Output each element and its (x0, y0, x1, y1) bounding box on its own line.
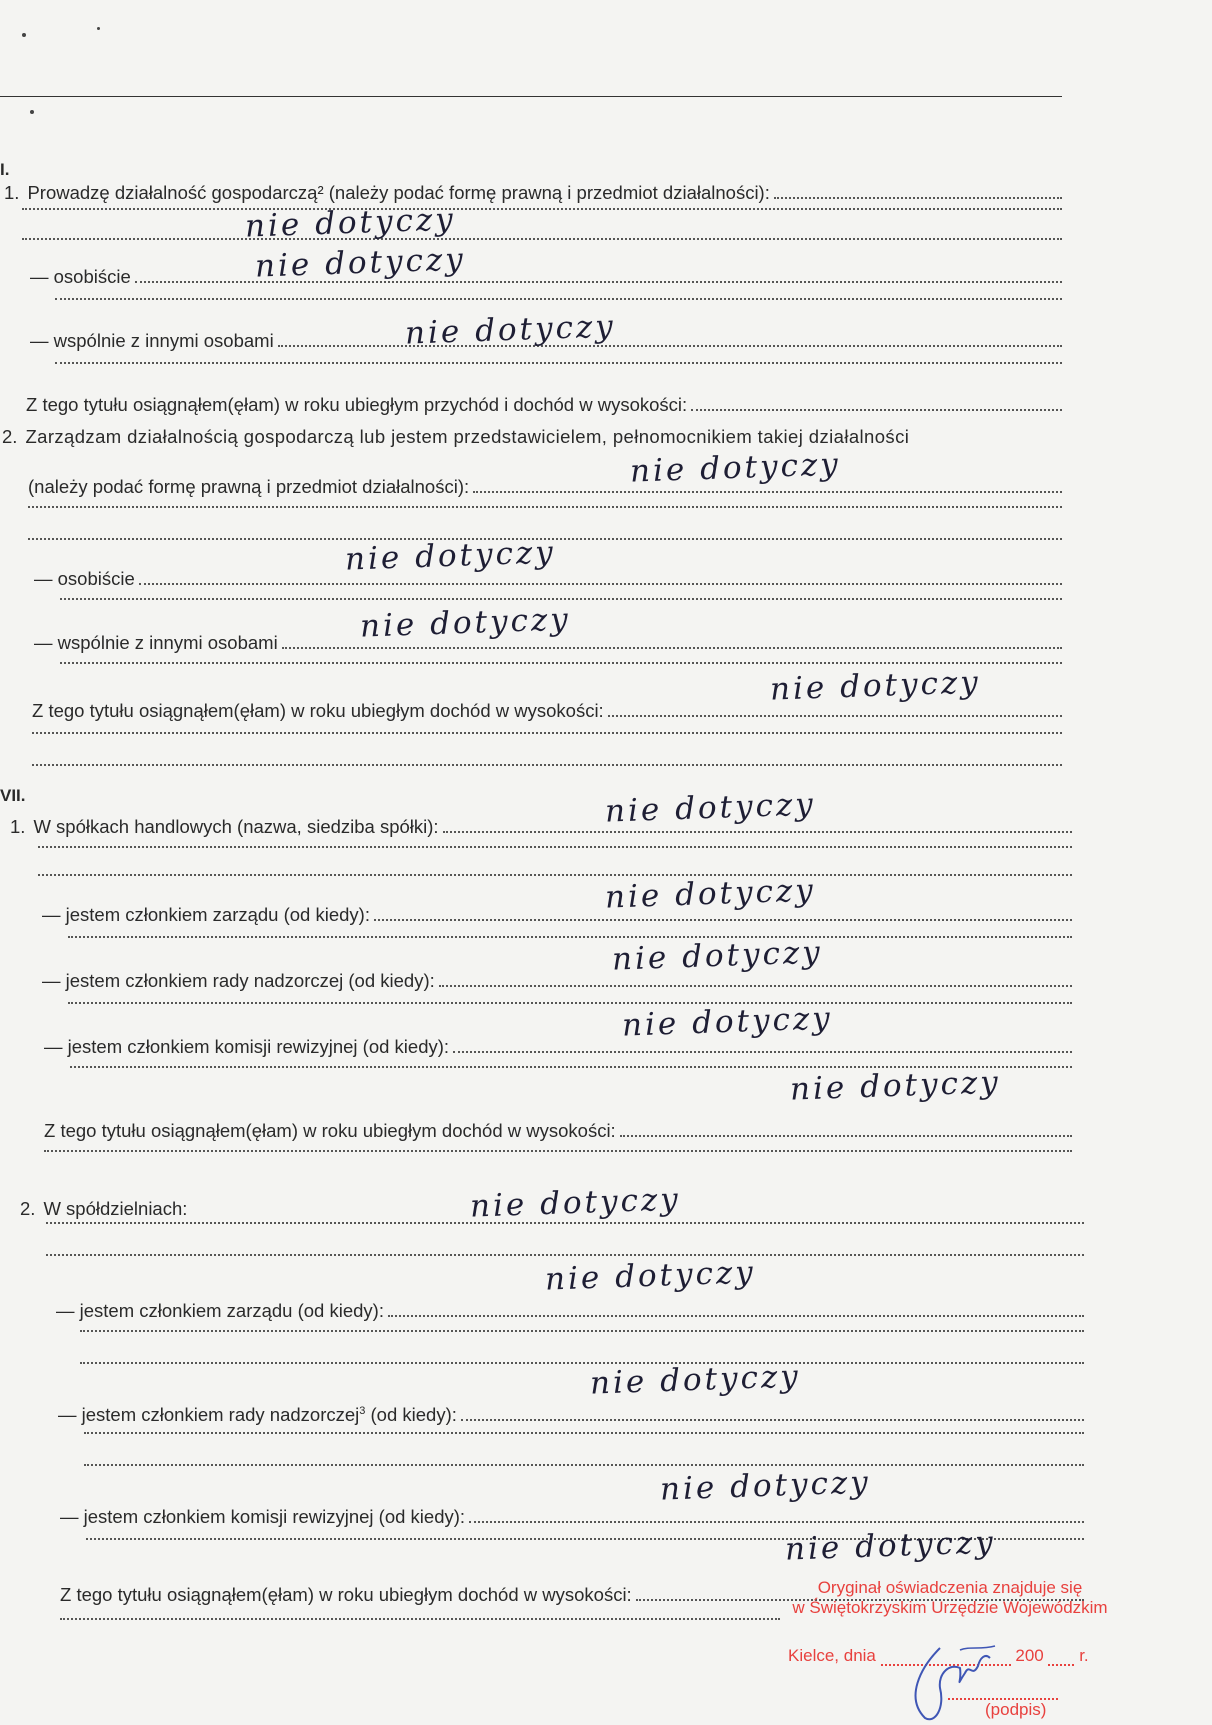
stamp-signature-caption: (podpis) (985, 1700, 1047, 1719)
vi-item1-number: 1. (4, 182, 20, 203)
continuation-line[interactable] (84, 1432, 1084, 1439)
continuation-line[interactable] (44, 1150, 1072, 1157)
scan-speck (97, 27, 100, 30)
continuation-line[interactable] (55, 298, 1062, 305)
vii-coop-audit-line[interactable] (469, 1521, 1084, 1523)
vi-item2-income-handwritten-value: nie dotyczy (769, 664, 982, 708)
scan-speck (22, 33, 26, 37)
stamp-city-label: Kielce, dnia (788, 1646, 876, 1665)
continuation-line[interactable] (38, 846, 1072, 853)
vii-coop-board-row (56, 1300, 1084, 1322)
vii-income-label: Z tego tytułu osiągnąłem(ęłam) w roku ubiegłym dochód w wysokości: (44, 1120, 616, 1141)
vi-item2-personally-row (34, 568, 1062, 590)
top-rule (0, 96, 1062, 97)
vii-supervisory-row (42, 970, 1072, 992)
vi-item2-personally-handwritten-value: nie dotyczy (344, 534, 557, 578)
vi-item2-income-label: Z tego tytułu osiągnąłem(ęłam) w roku ubiegłym dochód w wysokości: (32, 700, 604, 721)
stamp-line-2: w Świętokrzyskim Urzędzie Wojewódzkim (792, 1598, 1108, 1617)
vi-item2-number: 2. (2, 426, 18, 447)
vii-audit-label: — jestem członkiem komisji rewizyjnej (od kiedy): (44, 1036, 450, 1057)
vii-coop-supervisory-label: — jestem członkiem rady nadzorczej$^3$ (od kiedy): (58, 1404, 457, 1426)
vi-item2-label-cont: (należy podać formę prawną i przedmiot działalności): (28, 476, 470, 497)
vii-coop-board-line[interactable] (388, 1315, 1084, 1317)
vii-board-line[interactable] (374, 919, 1072, 921)
continuation-line[interactable] (38, 874, 1072, 881)
continuation-line[interactable] (68, 1002, 1072, 1009)
stamp-year-suffix: r. (1079, 1646, 1089, 1665)
vii-income-handwritten-value: nie dotyczy (789, 1064, 1002, 1108)
vi-item2-row (2, 426, 1062, 448)
vii-item1-row (10, 816, 1072, 838)
continuation-line[interactable] (80, 1330, 1084, 1337)
continuation-line[interactable] (28, 506, 1062, 513)
vi-income-label: Z tego tytułu osiągnąłem(ęłam) w roku ubiegłym przychód i dochód w wysokości: (26, 394, 688, 415)
vii-supervisory-line[interactable] (439, 985, 1072, 987)
signature-image (900, 1628, 1010, 1724)
vii-supervisory-handwritten-value: nie dotyczy (611, 934, 824, 978)
vii-audit-handwritten-value: nie dotyczy (621, 1000, 834, 1044)
section-vi-marker: I. (0, 160, 10, 179)
vi-personally-label: — osobiście (30, 266, 131, 287)
scan-speck (30, 110, 34, 114)
vii-supervisory-label: — jestem członkiem rady nadzorczej (od kiedy): (42, 970, 435, 991)
vii-coop-supervisory-handwritten-value: nie dotyczy (589, 1358, 802, 1402)
vi-item2-line[interactable] (473, 491, 1062, 493)
vi-jointly-handwritten-value: nie dotyczy (404, 308, 617, 352)
vii-income-row (44, 1120, 1072, 1142)
vii-item1-number: 1. (10, 816, 26, 837)
continuation-line[interactable] (60, 1618, 780, 1625)
continuation-line[interactable] (32, 764, 1062, 771)
vi-item1-row (4, 182, 1062, 204)
vi-item1-handwritten-value: nie dotyczy (244, 201, 457, 245)
stamp-line-1: Oryginał oświadczenia znajduje się (817, 1578, 1083, 1597)
continuation-line[interactable] (22, 238, 1062, 245)
vi-item2-label: Zarządzam działalnością gospodarczą lub jestem przedstawicielem, pełnomocnikiem takiej działalności (25, 426, 910, 447)
vii-income-line[interactable] (620, 1135, 1072, 1137)
vii-board-label: — jestem członkiem zarządu (od kiedy): (42, 904, 370, 925)
section-vii-marker: VII. (0, 786, 26, 805)
stamp-year-line[interactable] (1048, 1664, 1074, 1666)
vii-board-handwritten-value: nie dotyczy (604, 872, 817, 916)
vii-coop-board-label: — jestem członkiem zarządu (od kiedy): (56, 1300, 384, 1321)
continuation-line[interactable] (46, 1222, 1084, 1229)
vi-item2-income-line[interactable] (608, 715, 1062, 717)
vi-jointly-line[interactable] (278, 345, 1062, 347)
vi-item1-label: Prowadzę działalność gospodarczą² (należy podać formę prawną i przedmiot działalności): (27, 182, 770, 203)
continuation-line[interactable] (32, 732, 1062, 739)
vi-item2-jointly-line[interactable] (282, 647, 1062, 649)
vi-personally-handwritten-value: nie dotyczy (254, 241, 467, 285)
vi-item1-line[interactable] (774, 197, 1062, 199)
stamp-year-label: 200 (1015, 1646, 1044, 1665)
vii-item1-line[interactable] (443, 831, 1072, 833)
continuation-line[interactable] (80, 1362, 1084, 1369)
vii-audit-row (44, 1036, 1072, 1058)
vii-item1-handwritten-value: nie dotyczy (604, 786, 817, 830)
vi-item2-personally-line[interactable] (139, 583, 1062, 585)
vii-coop-audit-row (60, 1506, 1084, 1528)
vii-item2-handwritten-value: nie dotyczy (469, 1181, 682, 1225)
vii-coop-income-handwritten-value: nie dotyczy (784, 1524, 997, 1568)
continuation-line[interactable] (55, 362, 1062, 369)
continuation-line[interactable] (22, 208, 1062, 215)
vii-item1-label: W spółkach handlowych (nazwa, siedziba spółki): (33, 816, 439, 837)
vi-personally-row (30, 266, 1062, 288)
vi-item2-jointly-handwritten-value: nie dotyczy (359, 601, 572, 645)
continuation-line[interactable] (84, 1464, 1084, 1471)
vi-item2-income-row (32, 700, 1062, 722)
vii-audit-line[interactable] (453, 1051, 1072, 1053)
vii-coop-audit-handwritten-value: nie dotyczy (659, 1464, 872, 1508)
vii-coop-audit-label: — jestem członkiem komisji rewizyjnej (od kiedy): (60, 1506, 466, 1527)
vii-coop-income-label: Z tego tytułu osiągnąłem(ęłam) w roku ubiegłym dochód w wysokości: (60, 1584, 632, 1605)
vi-income-row (26, 394, 1062, 416)
office-stamp (790, 1578, 1110, 1618)
vii-coop-supervisory-line[interactable] (461, 1419, 1084, 1421)
vii-item2-label: W spółdzielniach: (43, 1198, 188, 1219)
vi-item2-jointly-label: — wspólnie z innymi osobami (34, 632, 278, 653)
vii-coop-supervisory-row (58, 1400, 1084, 1426)
vii-item2-number: 2. (20, 1198, 36, 1219)
continuation-line[interactable] (68, 936, 1072, 943)
vi-item2-handwritten-value: nie dotyczy (629, 446, 842, 490)
vi-jointly-label: — wspólnie z innymi osobami (30, 330, 274, 351)
vi-income-line[interactable] (691, 409, 1062, 411)
vii-board-row (42, 904, 1072, 926)
vi-item2-personally-label: — osobiście (34, 568, 135, 589)
vii-coop-board-handwritten-value: nie dotyczy (544, 1254, 757, 1298)
vi-item2-cont-row (28, 476, 1062, 498)
